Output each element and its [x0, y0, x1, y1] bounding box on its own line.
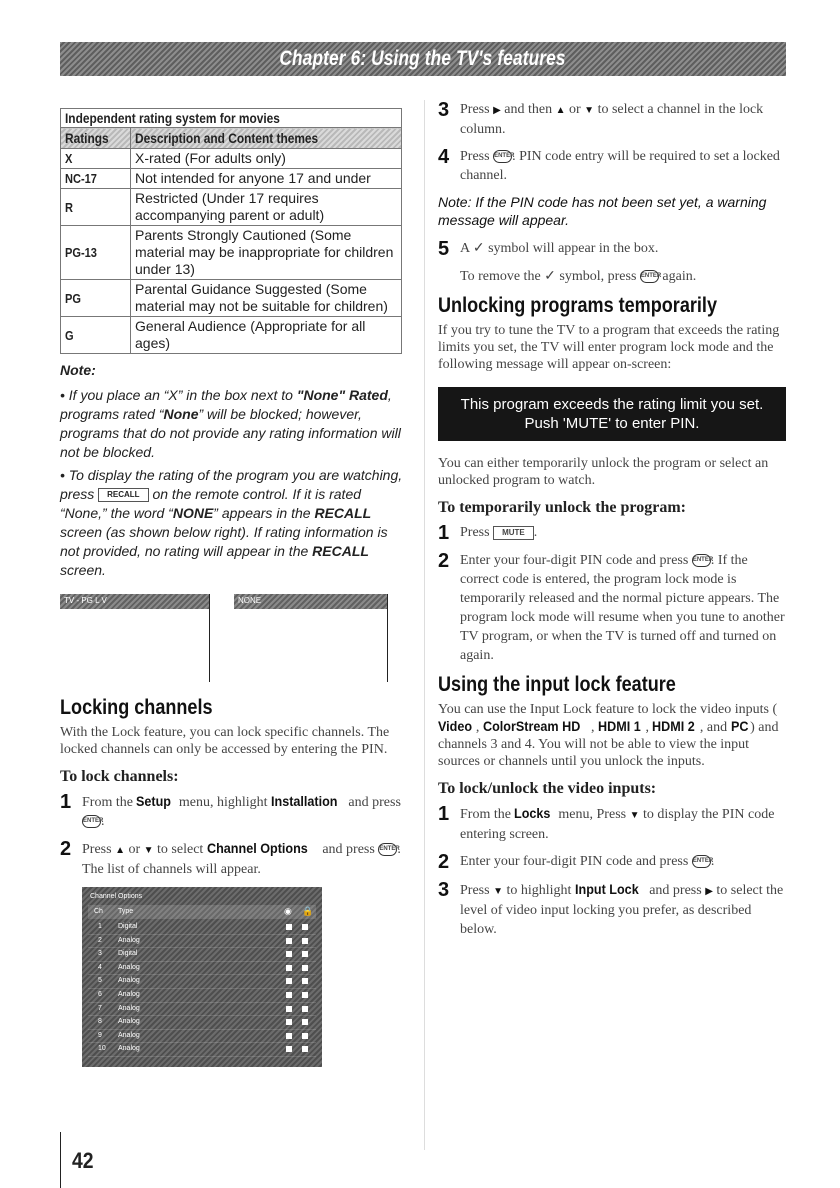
note-text: screen. [60, 562, 106, 578]
recall-bar-right: NONE [234, 594, 387, 609]
step-number: 5 [438, 238, 450, 260]
channel-type: Analog [118, 963, 140, 971]
right-arrow-icon: ▶ [493, 105, 501, 116]
footer-rule [60, 1132, 61, 1188]
menu-name: Installation [271, 793, 338, 809]
checkbox-icon [286, 1019, 292, 1025]
down-arrow-icon: ▼ [493, 886, 503, 897]
locking-title: Locking channels [60, 696, 213, 719]
list-item [88, 948, 316, 962]
list-item [88, 935, 316, 949]
rating-code: X [65, 151, 73, 166]
channel-type: Analog [118, 1004, 140, 1012]
col-type: Type [118, 908, 134, 915]
pin-note: Note: If the PIN code has not been set yet, a warning message will appear. [438, 194, 767, 228]
recall-screens [60, 594, 404, 684]
step-number: 4 [438, 146, 450, 168]
menu-name: Channel Options [206, 840, 308, 856]
channel-options-screen [82, 887, 322, 1067]
checkbox-icon [286, 992, 292, 998]
unlocking-intro: If you try to tune the TV to a program that exceeds the rating limits you set, the TV will enter program lock mode and the following message will appear on-screen: [438, 323, 780, 372]
unlocking-subtitle: To temporarily unlock the program: [438, 499, 686, 516]
lock-icon: 🔒 [302, 906, 314, 916]
note-list [60, 386, 404, 580]
step-text: From the [82, 795, 137, 810]
list-item [88, 1043, 316, 1057]
recall-button-icon: RECALL [98, 488, 148, 502]
rating-code: G [65, 327, 74, 343]
enter-button-icon: ENTER [378, 843, 397, 856]
locking-subtitle: To lock channels: [60, 768, 179, 785]
step-text: Press [460, 525, 494, 540]
step-text: . [101, 814, 105, 829]
step-number: 2 [438, 851, 450, 873]
input-lock-intro: You can use the Input Lock feature to lock the video inputs (Video , ColorStream HD , HDMI 1 , HDMI 2 , and PC ) and channels 3 and 4. You will not be able to view the input sources or channels until you unlock the inputs. [438, 702, 779, 769]
step-text: menu, Press [554, 807, 630, 822]
page-number: 42 [72, 1148, 94, 1173]
step-text: To remove the ✓ symbol, press [460, 269, 640, 284]
step-text: menu, highlight [175, 795, 272, 810]
down-arrow-icon: ▼ [143, 845, 154, 856]
checkbox-icon [286, 1033, 292, 1039]
channel-number: 9 [98, 1031, 102, 1039]
step-number: 1 [438, 803, 450, 825]
rating-code: PG-13 [65, 245, 97, 260]
table-row [61, 226, 402, 280]
up-arrow-icon: ▲ [555, 105, 566, 116]
rating-desc: Restricted (Under 17 requires accompanying parent or adult) [131, 189, 402, 226]
step-text: Press [82, 842, 116, 857]
locking-intro: With the Lock feature, you can lock specific channels. The locked channels can only be accessed by entering the PIN. [60, 725, 390, 757]
ratings-header: Ratings [65, 130, 109, 146]
note-emph: RECALL [312, 543, 369, 559]
channel-rows [88, 921, 316, 1057]
rating-desc: X-rated (For adults only) [131, 149, 402, 169]
input-lock-title: Using the input lock feature [438, 673, 676, 696]
step-text: Enter your four-digit PIN code and press [460, 553, 692, 568]
down-arrow-icon: ▼ [584, 105, 595, 116]
input-step-1 [438, 804, 786, 844]
chapter-title: Chapter 6: Using the TV's features [279, 47, 567, 70]
note-item: • To display the rating of the program you are watching, press RECALL on the remote control. If it is rated “None,” the word “NONE” appears in the RECALL screen (as shown below right). If rating information is not provided, no rating will appear in the RECALL screen. [60, 467, 403, 578]
step-text: or [124, 842, 144, 857]
unlocking-title: Unlocking programs temporarily [438, 294, 717, 317]
table-row [61, 280, 402, 317]
rating-desc: Parents Strongly Cautioned (Some material may be inappropriate for children under 13) [131, 226, 402, 280]
step-text: . [710, 854, 715, 869]
input-name: Video [438, 718, 473, 734]
step-text: . [533, 525, 538, 540]
step-text: and press [318, 842, 379, 857]
channel-type: Analog [118, 1031, 140, 1039]
step-text: to display the PIN code entering screen. [460, 807, 775, 842]
step-text: . If the correct code is entered, the program lock mode is temporarily released and the normal picture appears. The program lock mode will resume when you tune to another TV program, or when the TV is turned off and turned on again. [460, 553, 785, 663]
note-emph: NONE [172, 505, 214, 521]
input-name: PC [730, 718, 749, 734]
rating-code: NC-17 [65, 171, 97, 186]
lock-step-1 [60, 792, 404, 831]
rating-table [60, 108, 402, 354]
step-text: Press [460, 102, 494, 117]
step-text: and press [645, 883, 706, 898]
rating-desc: Parental Guidance Suggested (Some material may not be suitable for children) [131, 280, 402, 317]
checkbox-icon [286, 1046, 292, 1052]
step-text: A ✓ symbol will appear in the box. [460, 241, 659, 256]
col-ch: Ch [94, 908, 103, 915]
channel-type: Analog [118, 1045, 140, 1053]
channel-number: 10 [98, 1045, 106, 1053]
lock-step-5-extra [438, 267, 786, 286]
enter-button-icon: ENTER [692, 554, 711, 567]
channel-number: 2 [98, 936, 102, 944]
description-header: Description and Content themes [135, 130, 319, 146]
step-text: again. [658, 269, 697, 284]
enter-button-icon: ENTER [640, 270, 659, 283]
note-text: If you place an “X” in the box next to [68, 387, 297, 403]
channel-number: 6 [98, 990, 102, 998]
left-column [60, 108, 404, 1067]
checkbox-icon [302, 1033, 308, 1039]
note-text: To display the rating of the program you are watching, press [60, 467, 403, 502]
note-text: , programs rated “ [60, 387, 392, 422]
list-item [88, 1030, 316, 1044]
enter-button-icon: ENTER [82, 815, 101, 828]
input-step-3 [438, 880, 786, 939]
checkbox-icon [302, 924, 308, 930]
warning-line-2: Push 'MUTE' to enter PIN. [524, 415, 700, 432]
rating-table-caption: Independent rating system for movies [65, 110, 280, 126]
recall-screen-left [60, 594, 210, 682]
table-row [61, 189, 402, 226]
mute-button-icon: MUTE [493, 526, 534, 540]
step-text: to select the level of video input locking you prefer, as described below. [460, 883, 784, 937]
note-label: Note: [60, 362, 96, 378]
up-arrow-icon: ▲ [115, 845, 125, 856]
checkbox-icon [302, 978, 308, 984]
channel-screen-header [88, 905, 316, 919]
enter-button-icon: ENTER [493, 150, 512, 163]
channel-type: Digital [118, 950, 138, 958]
rating-code: R [65, 199, 73, 215]
note-text: screen (as shown below right). If rating information is not provided, no rating will appear in the [60, 524, 388, 559]
warning-line-1: This program exceeds the rating limit you set. [460, 396, 764, 413]
table-row [61, 317, 402, 354]
rating-desc: General Audience (Appropriate for all ages) [131, 317, 402, 354]
channel-type: Analog [118, 977, 140, 985]
checkbox-icon [286, 951, 292, 957]
checkbox-icon [302, 938, 308, 944]
table-row [61, 149, 402, 169]
note-text: ” will be blocked; however, programs that do not provide any rating information will not be blocked. [60, 406, 401, 460]
step-number: 1 [438, 522, 450, 544]
channel-number: 5 [98, 977, 102, 985]
checkbox-icon [302, 1019, 308, 1025]
menu-name: Input Lock [574, 881, 639, 897]
step-number: 3 [438, 99, 450, 121]
note-emph: "None" Rated [296, 387, 388, 403]
step-text: Enter your four-digit PIN code and press [460, 854, 692, 869]
list-item [88, 1016, 316, 1030]
step-text: to highlight [502, 883, 575, 898]
checkbox-icon [286, 938, 292, 944]
column-divider [424, 100, 425, 1150]
checkbox-icon [302, 1006, 308, 1012]
checkbox-icon [286, 924, 292, 930]
input-name: HDMI 1 [598, 718, 641, 734]
note-emph: RECALL [314, 505, 372, 521]
checkbox-icon [302, 1046, 308, 1052]
eye-icon: ◉ [284, 906, 292, 916]
step-text: or [565, 102, 585, 117]
enter-button-icon: ENTER [692, 855, 711, 868]
lock-step-3 [438, 100, 786, 139]
lock-step-2 [60, 839, 404, 879]
list-item [88, 975, 316, 989]
step-number: 2 [438, 550, 450, 572]
input-name: ColorStream HD [482, 718, 581, 734]
step-text: Press [460, 883, 494, 898]
step-text: and then [500, 102, 556, 117]
step-number: 2 [60, 838, 72, 860]
lock-step-4 [438, 147, 786, 185]
channel-number: 7 [98, 1004, 102, 1012]
channel-type: Analog [118, 1018, 140, 1026]
channel-screen-title: Channel Options [90, 893, 143, 900]
step-text: to select a channel in the lock column. [460, 102, 764, 137]
list-item [88, 989, 316, 1003]
recall-screen-right [234, 594, 388, 682]
step-text: From the [460, 807, 515, 822]
step-text: . PIN code entry will be required to set a locked channel. [460, 149, 780, 183]
rating-code: PG [65, 290, 81, 306]
checkbox-icon [286, 978, 292, 984]
list-item [88, 921, 316, 935]
recall-bar-left: TV - PG L V [60, 594, 209, 609]
step-text: and press [344, 795, 401, 810]
unlock-step-1 [438, 523, 786, 543]
checkbox-icon [302, 951, 308, 957]
step-text: to select [153, 842, 207, 857]
channel-number: 1 [98, 923, 102, 930]
channel-type: Digital [118, 923, 138, 930]
down-arrow-icon: ▼ [629, 810, 640, 821]
channel-type: Analog [118, 936, 140, 944]
note-item: • If you place an “X” in the box next to "None" Rated, programs rated “None” will be blocked; however, programs that do not provide any rating information will not be blocked. [60, 387, 401, 460]
note-emph: None [163, 406, 199, 422]
checkbox-icon [286, 1006, 292, 1012]
checkbox-icon [286, 965, 292, 971]
list-item [88, 1003, 316, 1017]
channel-number: 3 [98, 950, 102, 958]
menu-name: Locks [514, 805, 551, 821]
right-column [438, 100, 786, 947]
right-arrow-icon: ▶ [705, 886, 713, 897]
menu-name: Setup [136, 793, 172, 809]
checkbox-icon [302, 965, 308, 971]
step-text: Press [460, 149, 494, 164]
step-text: . The list of channels will appear. [82, 842, 401, 877]
step-number: 1 [60, 791, 72, 813]
input-name: HDMI 2 [652, 718, 696, 734]
note-text: ” appears in the [213, 505, 315, 521]
table-row [61, 169, 402, 189]
rating-desc: Not intended for anyone 17 and under [131, 169, 402, 189]
step-number: 3 [438, 879, 450, 901]
channel-number: 8 [98, 1018, 102, 1026]
input-lock-subtitle: To lock/unlock the video inputs: [438, 780, 657, 797]
lock-step-5 [438, 239, 786, 259]
channel-type: Analog [118, 990, 140, 998]
checkbox-icon [302, 992, 308, 998]
channel-number: 4 [98, 963, 102, 971]
chapter-header-bar [60, 42, 786, 76]
list-item [88, 962, 316, 976]
rating-warning-message [438, 387, 786, 441]
unlocking-after: You can either temporarily unlock the program or select an unlocked program to watch. [438, 456, 769, 488]
note-text: on the remote control. If it is rated “None,” the word “ [60, 486, 362, 521]
unlock-step-2 [438, 551, 786, 665]
input-step-2 [438, 852, 786, 872]
